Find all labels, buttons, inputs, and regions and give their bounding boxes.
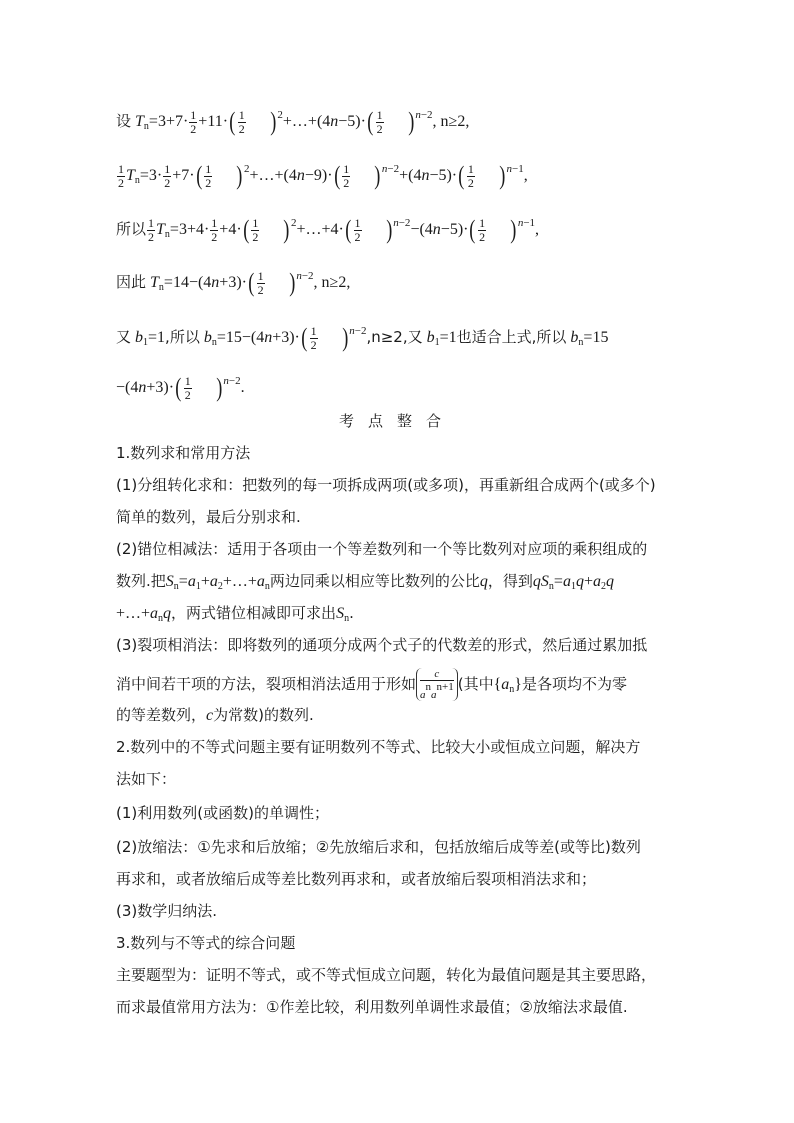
formula-text: ,所以 (165, 328, 200, 346)
paragraph-math: 消中间若干项的方法，裂项相消法适用于形如 $\frac{c}{a^na^{n+1}}$(其中$\{a_n\}$是各项均不为零 (116, 668, 627, 701)
formula-prefix: 因此 (116, 273, 147, 291)
formula-line-1: 设 $T_n=3+7\cdot$ $\frac{1}{2}$ +11·( $\frac{1}{2}$ )$^2$+…+(4n−5)·( $\frac{1}{2}$ )$^{n-2}$, n≥2, (116, 107, 470, 137)
formula-line-3: 所以 $\frac{1}{2}$ $T_n=3+4\cdot$ $\frac{1}{2}$ +4·( $\frac{1}{2}$ )$^2$+…+4·( $\frac{1}{2}$ )$^{n-2}$−(4n−5)·( $\frac{1}{2}$ )$^{n-1}$, (116, 215, 540, 245)
paragraph: 简单的数列，最后分别求和. (116, 508, 301, 526)
paragraph: (2)错位相减法：适用于各项由一个等差数列和一个等比数列对应项的乘积组成的 (116, 540, 648, 558)
paragraph: 法如下： (116, 770, 177, 788)
paragraph: (2)放缩法：①先求和后放缩；②先放缩后求和，包括放缩后成等差(或等比)数列 (116, 838, 641, 856)
paragraph: (3)裂项相消法：即将数列的通项分成两个式子的代数差的形式，然后通过累加抵 (116, 636, 648, 654)
formula-tail: n≥2, (440, 113, 470, 130)
paragraph-math: 数列.把$S_n=a_1+a_2+\dots+a_n$两边同乘以相应等比数列的公比q，得到$qS_n=a_1q+a_2q$ (116, 572, 614, 592)
paragraph-math: 的等差数列，c为常数)的数列. (116, 706, 314, 724)
paragraph-text: ，得到 (487, 572, 533, 590)
section-title: 考点整合 (338, 412, 455, 430)
paragraph-text: 消中间若干项的方法，裂项相消法适用于形如 (116, 675, 417, 693)
section-2-title: 2.数列中的不等式问题主要有证明数列不等式、比较大小或恒成立问题，解决方 (116, 738, 641, 756)
paragraph: (3)数学归纳法. (116, 902, 218, 920)
formula-prefix: 又 (116, 328, 132, 346)
paragraph-text: ，两式错位相减即可求出 (171, 604, 337, 622)
formula-line-4: 因此 $T_n=14-(4n+3)\cdot$( $\frac{1}{2}$ )$^{n-2}$, n≥2, (116, 268, 351, 298)
paragraph-math: $+\dots+a_nq$，两式错位相减即可求出$S_n$. (116, 604, 354, 624)
paragraph-text: 两边同乘以相应等比数列的公比 (269, 572, 480, 590)
formula-end: . (240, 379, 245, 396)
formula-text: ,n≥2,又 (366, 328, 423, 346)
formula-line-5: 又 $b_1=1$,所以 $b_n=15-(4n+3)\cdot$( $\frac{1}{2}$ )$^{n-2}$,n≥2,又 $b_1=1$也适合上式,所以 $b_n=15$ (116, 323, 609, 353)
paragraph: (1)分组转化求和：把数列的每一项拆成两项(或多项)，再重新组合成两个(或多个) (116, 476, 656, 494)
formula-line-2: $\frac{1}{2}$ $T_n=3\cdot$ $\frac{1}{2}$ +7·( $\frac{1}{2}$ )$^2$+…+(4n−9)·( $\frac{1}{2}$ )$^{n-2}$+(4n−5)·( $\frac{1}{2}$ )$^{n-1}$, (118, 161, 528, 191)
formula-prefix: 所以 (116, 220, 147, 238)
paragraph-text: 数列.把 (116, 572, 166, 590)
formula-text: 也适合上式,所以 (456, 328, 567, 346)
formula-tail: n≥2, (321, 274, 351, 291)
formula-line-6: −(4n+3)·( $\frac{1}{2}$ )$^{n-2}$. (116, 373, 245, 403)
section-3-title: 3.数列与不等式的综合问题 (116, 934, 296, 952)
paragraph: 而求最值常用方法为：①作差比较，利用数列单调性求最值；②放缩法求最值. (116, 998, 628, 1016)
paragraph: 再求和，或者放缩后成等差比数列再求和，或者放缩后裂项相消法求和； (116, 870, 597, 888)
paragraph-text: 的等差数列， (116, 706, 207, 724)
paragraph-text: 是各项均不为零 (521, 675, 627, 693)
paragraph-text: (其中 (457, 675, 494, 693)
formula-prefix: 设 (116, 112, 132, 130)
paragraph: 主要题型为：证明不等式，或不等式恒成立问题，转化为最值问题是其主要思路， (116, 966, 657, 984)
paragraph-text: 为常数)的数列. (213, 706, 314, 724)
section-1-title: 1.数列求和常用方法 (116, 444, 251, 462)
paragraph: (1)利用数列(或函数)的单调性； (116, 804, 329, 822)
fraction-expression: $\frac{c}{a^na^{n+1}}$ (416, 668, 458, 701)
